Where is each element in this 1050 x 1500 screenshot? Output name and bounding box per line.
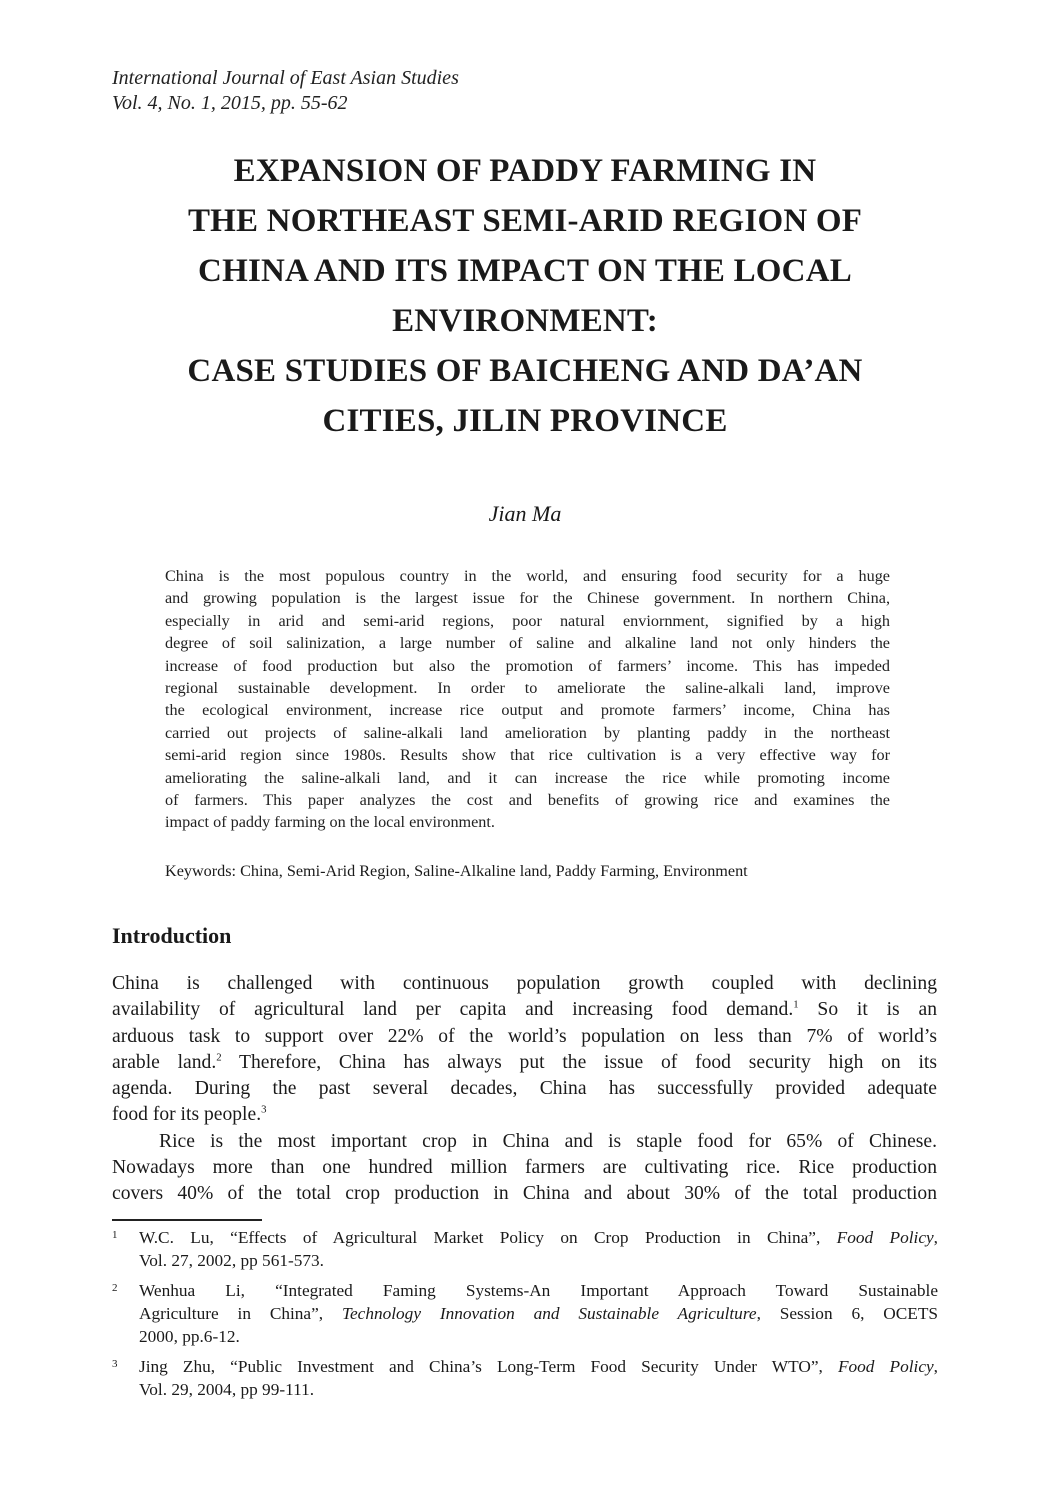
- footnote-line: [139, 1226, 938, 1249]
- footnote-2: [112, 1279, 938, 1348]
- section-heading-introduction: Introduction: [112, 923, 232, 948]
- footnote-text: ,: [933, 1228, 938, 1247]
- body-text-run: So it is an: [798, 999, 937, 1021]
- introduction-body: [112, 971, 937, 1208]
- abstract-line: ameliorating the saline-alkali land, and it can increase the rice while promoting income: [165, 768, 890, 787]
- footnote-source: Technology Innovation and Sustainable Agriculture: [341, 1304, 757, 1323]
- body-text-run: arduous task to support over 22% of the world’s population on less than 7% of world’s: [112, 1025, 937, 1047]
- footnote-source: Food Policy: [837, 1357, 934, 1376]
- footnote-line: 2000, pp.6-12.: [139, 1327, 240, 1346]
- footnote-1: [112, 1226, 938, 1272]
- footnote-number: 3: [112, 1358, 118, 1370]
- body-line: [112, 1181, 937, 1207]
- abstract-line: the ecological environment, increase rice output and promote farmers’ income, China has: [165, 701, 890, 720]
- body-line: [112, 971, 937, 997]
- footnote-text: ,: [933, 1357, 938, 1376]
- body-text-run: agenda. During the past several decades, China has successfully provided adequate: [112, 1078, 937, 1100]
- body-text-run: availability of agricultural land per capita and increasing food demand.: [112, 999, 794, 1021]
- abstract-line: degree of soil salinization, a large number of saline and alkaline land not only hinders the: [165, 634, 890, 653]
- body-text-run: covers 40% of the total crop production in China and about 30% of the total production: [112, 1183, 937, 1205]
- abstract-line: carried out projects of saline-alkali land amelioration by planting paddy in the northeast: [165, 723, 890, 742]
- author-name: Jian Ma: [488, 501, 562, 526]
- abstract-line: increase of food production but also the promotion of farmers’ income. This has impeded: [165, 656, 890, 675]
- body-line: [112, 1024, 937, 1050]
- abstract-line: China is the most populous country in the world, and ensuring food security for a huge: [165, 567, 890, 585]
- footnote-ref[interactable]: 2: [216, 1051, 222, 1064]
- journal-volume: Vol. 4, No. 1, 2015, pp. 55-62: [112, 92, 348, 114]
- footnote-divider: [112, 1219, 262, 1221]
- abstract-line: of farmers. This paper analyzes the cost and benefits of growing rice and examines the: [165, 791, 890, 810]
- body-line: [112, 1050, 937, 1076]
- footnotes: [112, 1226, 938, 1408]
- keywords: Keywords: China, Semi-Arid Region, Saline-Alkaline land, Paddy Farming, Environment: [165, 862, 748, 880]
- footnote-number: 1: [112, 1229, 118, 1241]
- title-line: THE NORTHEAST SEMI-ARID REGION OF: [187, 203, 863, 239]
- body-line: [112, 1076, 937, 1102]
- body-text-run: China is challenged with continuous population growth coupled with declining: [112, 973, 937, 994]
- title-line: CHINA AND ITS IMPACT ON THE LOCAL: [198, 253, 852, 289]
- title-line: EXPANSION OF PADDY FARMING IN: [233, 153, 817, 189]
- journal-name: International Journal of East Asian Studies: [112, 67, 459, 89]
- footnote-line: [139, 1355, 938, 1378]
- abstract-line: and growing population is the largest issue for the Chinese government. In northern China,: [165, 589, 890, 608]
- footnote-3: [112, 1355, 938, 1401]
- footnote-ref[interactable]: 1: [793, 998, 799, 1011]
- footnote-text: Jing Zhu, “Public Investment and China’s Long-Term Food Security Under WTO”,: [139, 1357, 838, 1376]
- body-line: [112, 1155, 937, 1181]
- footnote-line: [139, 1302, 938, 1325]
- footnote-source: Food Policy: [836, 1228, 934, 1247]
- body-text-run: Therefore, China has always put the issue of food security high on its: [221, 1051, 937, 1073]
- title-line: ENVIRONMENT:: [392, 303, 658, 339]
- abstract-line: impact of paddy farming on the local environment.: [165, 813, 495, 832]
- title-line: CITIES, JILIN PROVINCE: [322, 403, 728, 439]
- footnote-text: Agriculture in China”,: [139, 1304, 342, 1323]
- abstract-line: semi-arid region since 1980s. Results show that rice cultivation is a very effective way for: [165, 746, 890, 765]
- footnote-line: Vol. 27, 2002, pp 561-573.: [139, 1251, 324, 1270]
- body-line: [112, 1129, 937, 1155]
- body-line: [112, 997, 937, 1023]
- abstract-line: regional sustainable development. In order to ameliorate the saline-alkali land, improve: [165, 679, 890, 698]
- body-text-run: Nowadays more than one hundred million farmers are cultivating rice. Rice production: [112, 1157, 937, 1179]
- body-text-run: arable land.: [112, 1051, 217, 1073]
- body-text-run: food for its people.: [112, 1104, 262, 1126]
- footnote-text: W.C. Lu, “Effects of Agricultural Market Policy on Crop Production in China”,: [139, 1228, 837, 1247]
- footnote-line: Wenhua Li, “Integrated Faming Systems-An Important Approach Toward Sustainable: [139, 1281, 938, 1300]
- footnote-number: 2: [112, 1282, 118, 1294]
- body-text-run: Rice is the most important crop in China and is staple food for 65% of Chinese.: [159, 1130, 937, 1152]
- abstract-line: especially in arid and semi-arid regions, poor natural enviornment, signified by a high: [165, 611, 890, 630]
- abstract: [165, 565, 890, 834]
- footnote-line: Vol. 29, 2004, pp 99-111.: [139, 1380, 315, 1399]
- footnote-text: , Session 6, OCETS: [756, 1304, 938, 1323]
- footnote-ref[interactable]: 3: [261, 1103, 267, 1116]
- article-title: [100, 146, 950, 446]
- body-line: [112, 1102, 937, 1128]
- title-line: CASE STUDIES OF BAICHENG AND DA’AN: [187, 353, 863, 389]
- journal-header: [112, 66, 459, 116]
